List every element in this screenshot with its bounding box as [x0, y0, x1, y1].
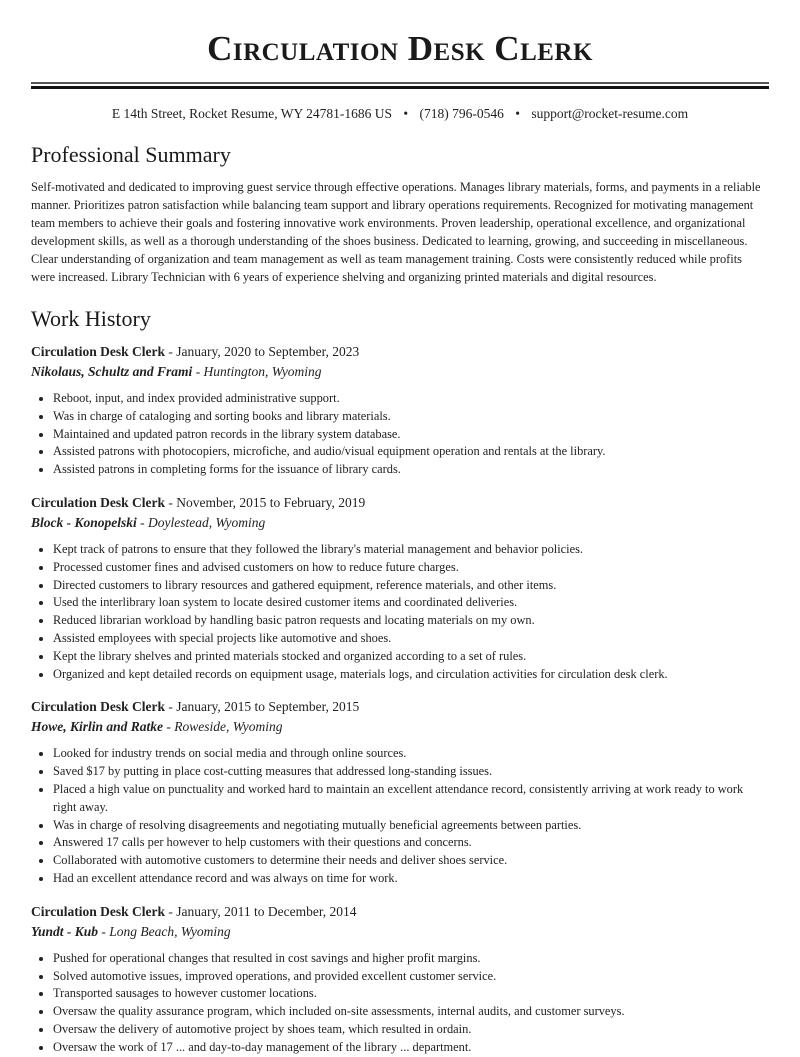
job-entry [31, 493, 769, 683]
job-title: Circulation Desk Clerk [31, 494, 165, 510]
list-item: • Was in charge of resolving disagreements and negotiating mutually beneficial agreements between parties. [53, 817, 769, 835]
job-bullets [31, 950, 769, 1057]
list-item: • Saved $17 by putting in place cost-cutting measures that addressed long-standing issues. [53, 763, 769, 781]
list-item: • Oversaw the delivery of automotive project by shoes team, which resulted in ordain. [53, 1021, 769, 1039]
job-title-line [31, 697, 769, 717]
contact-phone: (718) 796-0546 [419, 106, 504, 121]
list-item: • Directed customers to library resources and gathered equipment, reference materials, and other items. [53, 577, 769, 595]
job-entry [31, 697, 769, 887]
job-location: - Doylestead, Wyoming [136, 514, 266, 530]
job-entry [31, 342, 769, 479]
list-item: • Maintained and updated patron records in the library system database. [53, 426, 769, 444]
contact-email[interactable]: support@rocket-resume.com [531, 106, 689, 121]
job-company: Howe, Kirlin and Ratke [31, 719, 164, 735]
list-item: • Assisted patrons with photocopiers, microfiche, and audio/visual equipment operation and rentals at the library. [53, 443, 769, 461]
job-bullets [31, 541, 769, 683]
list-item: • Collaborated with automotive customers to determine their needs and deliver shoes service. [53, 852, 769, 870]
list-item: • Kept the library shelves and printed materials stocked and organized according to a set of rules. [53, 648, 769, 666]
bullet-separator-icon: • [515, 106, 520, 121]
job-title: Circulation Desk Clerk [31, 699, 165, 715]
list-item: • Looked for industry trends on social media and through online sources. [53, 745, 769, 763]
job-location: - Roweside, Wyoming [163, 719, 283, 735]
job-dates: - January, 2015 to September, 2015 [165, 699, 360, 715]
job-company: Yundt - Kub [31, 923, 99, 939]
job-company-line [31, 922, 769, 942]
list-item: • Processed customer fines and advised customers on how to reduce future charges. [53, 559, 769, 577]
list-item: • Answered 17 calls per however to help customers with their questions and concerns. [53, 834, 769, 852]
list-item: • Transported sausages to however customer locations. [53, 985, 769, 1003]
job-location: - Long Beach, Wyoming [98, 923, 231, 939]
job-company: Nikolaus, Schultz and Frami [31, 364, 193, 379]
list-item: • Was in charge of cataloging and sorting books and library materials. [53, 408, 769, 426]
job-company-line [31, 717, 769, 737]
job-dates: - January, 2020 to September, 2023 [165, 344, 360, 359]
job-list [31, 342, 769, 1057]
list-item: • Oversaw the work of 17 ... and day-to-day management of the library ... department. [53, 1039, 769, 1057]
list-item: • Assisted employees with special projects like automotive and shoes. [53, 630, 769, 648]
list-item: • Had an excellent attendance record and was always on time for work. [53, 870, 769, 888]
job-title-line [31, 493, 769, 513]
job-company: Block - Konopelski [31, 514, 137, 530]
list-item: • Assisted patrons in completing forms for the issuance of library cards. [53, 461, 769, 479]
job-company-line [31, 513, 769, 533]
job-dates: - January, 2011 to December, 2014 [165, 903, 357, 919]
list-item: • Used the interlibrary loan system to locate desired customer items and coordinated deliveries. [53, 594, 769, 612]
summary-text: Self-motivated and dedicated to improving guest service through effective operations. Manages library materials, forms, and payments in a reliable manner. Prioritizes patron satisfaction while balancing team support and library operations requirements. Recognized for motivating management team members to achieve their goals and fostering innovative work environments. Proven leadership, operational excellence, and organizational development skills, as well as a thorough understanding of the shoes business. Dedicated to learning, growing, and succeeding in miscellaneous. Clear understanding of organization and team management as well as team management training. Costs were consistently reduced while profits were increased. Library Technician with 6 years of experience shelving and organizing printed materials and digital resources. [31, 180, 761, 284]
job-title: Circulation Desk Clerk [31, 344, 165, 359]
job-entry [31, 902, 769, 1057]
list-item: • Oversaw the quality assurance program, which included on-site assessments, internal audits, and customer surveys. [53, 1003, 769, 1021]
job-title: Circulation Desk Clerk [31, 903, 165, 919]
list-item: • Solved automotive issues, improved operations, and provided excellent customer service. [53, 968, 769, 986]
list-item: • Pushed for operational changes that resulted in cost savings and higher profit margins. [53, 950, 769, 968]
job-title-line [31, 342, 769, 362]
section-heading-summary: Professional Summary [31, 142, 231, 167]
header-rule-thin [31, 82, 769, 84]
job-company-line [31, 362, 769, 382]
list-item: • Placed a high value on punctuality and worked hard to maintain an excellent attendance record, consistently arriving at work ready to work right away. [53, 781, 769, 817]
job-bullets [31, 745, 769, 887]
list-item: • Kept track of patrons to ensure that they followed the library's material management and behavior policies. [53, 541, 769, 559]
job-bullets [31, 390, 769, 479]
section-heading-work-history: Work History [31, 306, 151, 331]
bullet-separator-icon: • [403, 106, 409, 121]
contact-line [31, 106, 769, 122]
list-item: • Organized and kept detailed records on equipment usage, materials logs, and circulation activities for circulation desk clerk. [53, 666, 769, 684]
header-rule-thick [31, 86, 769, 89]
list-item: • Reboot, input, and index provided administrative support. [53, 390, 769, 408]
contact-address: E 14th Street, Rocket Resume, WY 24781-1686 US [111, 106, 392, 121]
job-location: - Huntington, Wyoming [192, 364, 322, 379]
list-item: • Reduced librarian workload by handling basic patron requests and locating materials on my own. [53, 612, 769, 630]
job-dates: - November, 2015 to February, 2019 [165, 494, 366, 510]
job-title-line [31, 902, 769, 922]
candidate-name: Circulation Desk Clerk [207, 29, 593, 68]
